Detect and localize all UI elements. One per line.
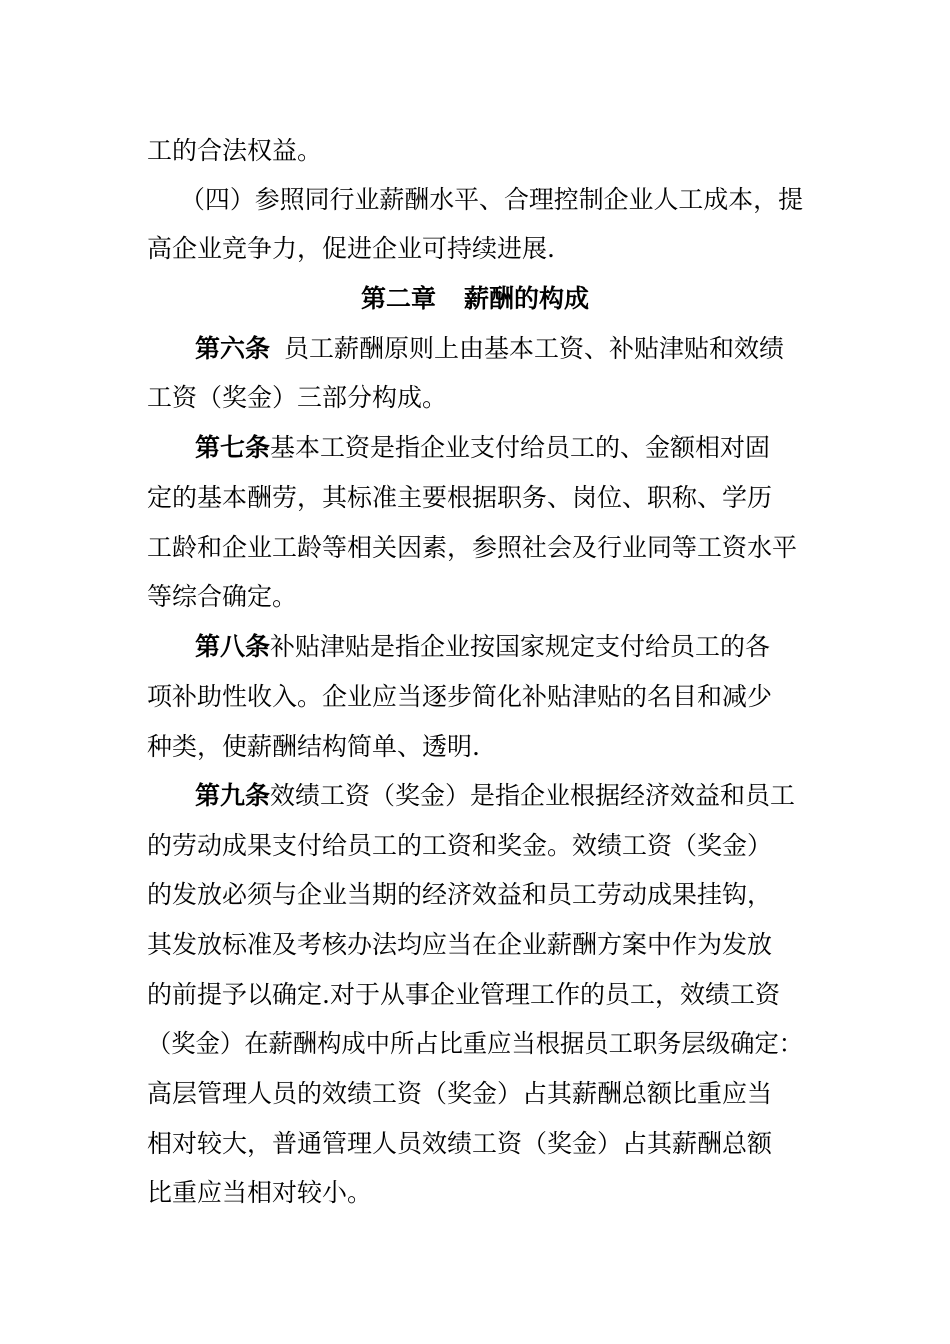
line-text: 基本工资是指企业支付给员工的、金额相对固 xyxy=(270,433,771,462)
line-text: （四）参照同行业薪酬水平、合理控制企业人工成本，提 xyxy=(180,185,804,214)
chapter-number: 第二章 xyxy=(360,284,436,313)
line-text: 高层管理人员的效绩工资（奖金）占其薪酬总额比重应当 xyxy=(147,1079,773,1108)
line-text: 的前提予以确定.对于从事企业管理工作的员工，效绩工资 xyxy=(147,980,780,1009)
paragraph-line xyxy=(0,1119,950,1169)
paragraph-line xyxy=(0,523,950,573)
article-heading: 第九条 xyxy=(195,781,271,810)
paragraph-line xyxy=(0,572,950,622)
line-text: 工资（奖金）三部分构成。 xyxy=(147,383,448,412)
line-text: 比重应当相对较小。 xyxy=(147,1178,373,1207)
line-text: 高企业竞争力，促进企业可持续进展. xyxy=(147,234,555,263)
article-text xyxy=(195,324,784,374)
article-line xyxy=(0,622,950,672)
paragraph-line xyxy=(0,224,950,274)
paragraph-line xyxy=(0,126,950,176)
line-text: 员工薪酬原则上由基本工资、补贴津贴和效绩 xyxy=(284,334,785,363)
article-line xyxy=(0,771,950,821)
paragraph-line xyxy=(0,175,950,225)
chapter-name: 薪酬的构成 xyxy=(464,284,590,313)
line-text: 的发放必须与企业当期的经济效益和员工劳动成果挂钩， xyxy=(147,880,773,909)
line-text: 效绩工资（奖金）是指企业根据经济效益和员工 xyxy=(270,781,796,810)
line-text: 补贴津贴是指企业按国家规定支付给员工的各 xyxy=(270,632,771,661)
article-text xyxy=(195,423,770,473)
line-text: 工龄和企业工龄等相关因素，参照社会及行业同等工资水平 xyxy=(147,533,798,562)
paragraph-line xyxy=(0,920,950,970)
paragraph-line xyxy=(0,373,950,423)
paragraph-line xyxy=(0,722,950,772)
article-line xyxy=(0,423,950,473)
article-text xyxy=(195,771,795,821)
article-heading: 第八条 xyxy=(195,632,271,661)
line-text: 其发放标准及考核办法均应当在企业薪酬方案中作为发放 xyxy=(147,930,773,959)
chapter-title xyxy=(0,274,950,324)
paragraph-line xyxy=(0,672,950,722)
line-text: 种类，使薪酬结构简单、透明. xyxy=(147,732,480,761)
paragraph-line xyxy=(0,970,950,1020)
line-text: 的劳动成果支付给员工的工资和奖金。效绩工资（奖金） xyxy=(147,831,773,860)
article-text xyxy=(195,622,770,672)
paragraph-line xyxy=(0,1019,950,1069)
paragraph-line xyxy=(0,821,950,871)
paragraph-line xyxy=(0,1069,950,1119)
paragraph-line xyxy=(0,1168,950,1218)
paragraph-line xyxy=(0,870,950,920)
line-text: 工的合法权益。 xyxy=(147,136,323,165)
line-text: （奖金）在薪酬构成中所占比重应当根据员工职务层级确定： xyxy=(147,1029,804,1058)
article-heading: 第七条 xyxy=(195,433,271,462)
article-line xyxy=(0,324,950,374)
paragraph-line xyxy=(0,473,950,523)
line-text: 等综合确定。 xyxy=(147,582,298,611)
line-text: 定的基本酬劳，其标准主要根据职务、岗位、职称、学历 xyxy=(147,483,773,512)
article-heading: 第六条 xyxy=(195,334,271,363)
line-text: 相对较大，普通管理人员效绩工资（奖金）占其薪酬总额 xyxy=(147,1129,773,1158)
line-text: 项补助性收入。企业应当逐步简化补贴津贴的名目和减少 xyxy=(147,682,773,711)
